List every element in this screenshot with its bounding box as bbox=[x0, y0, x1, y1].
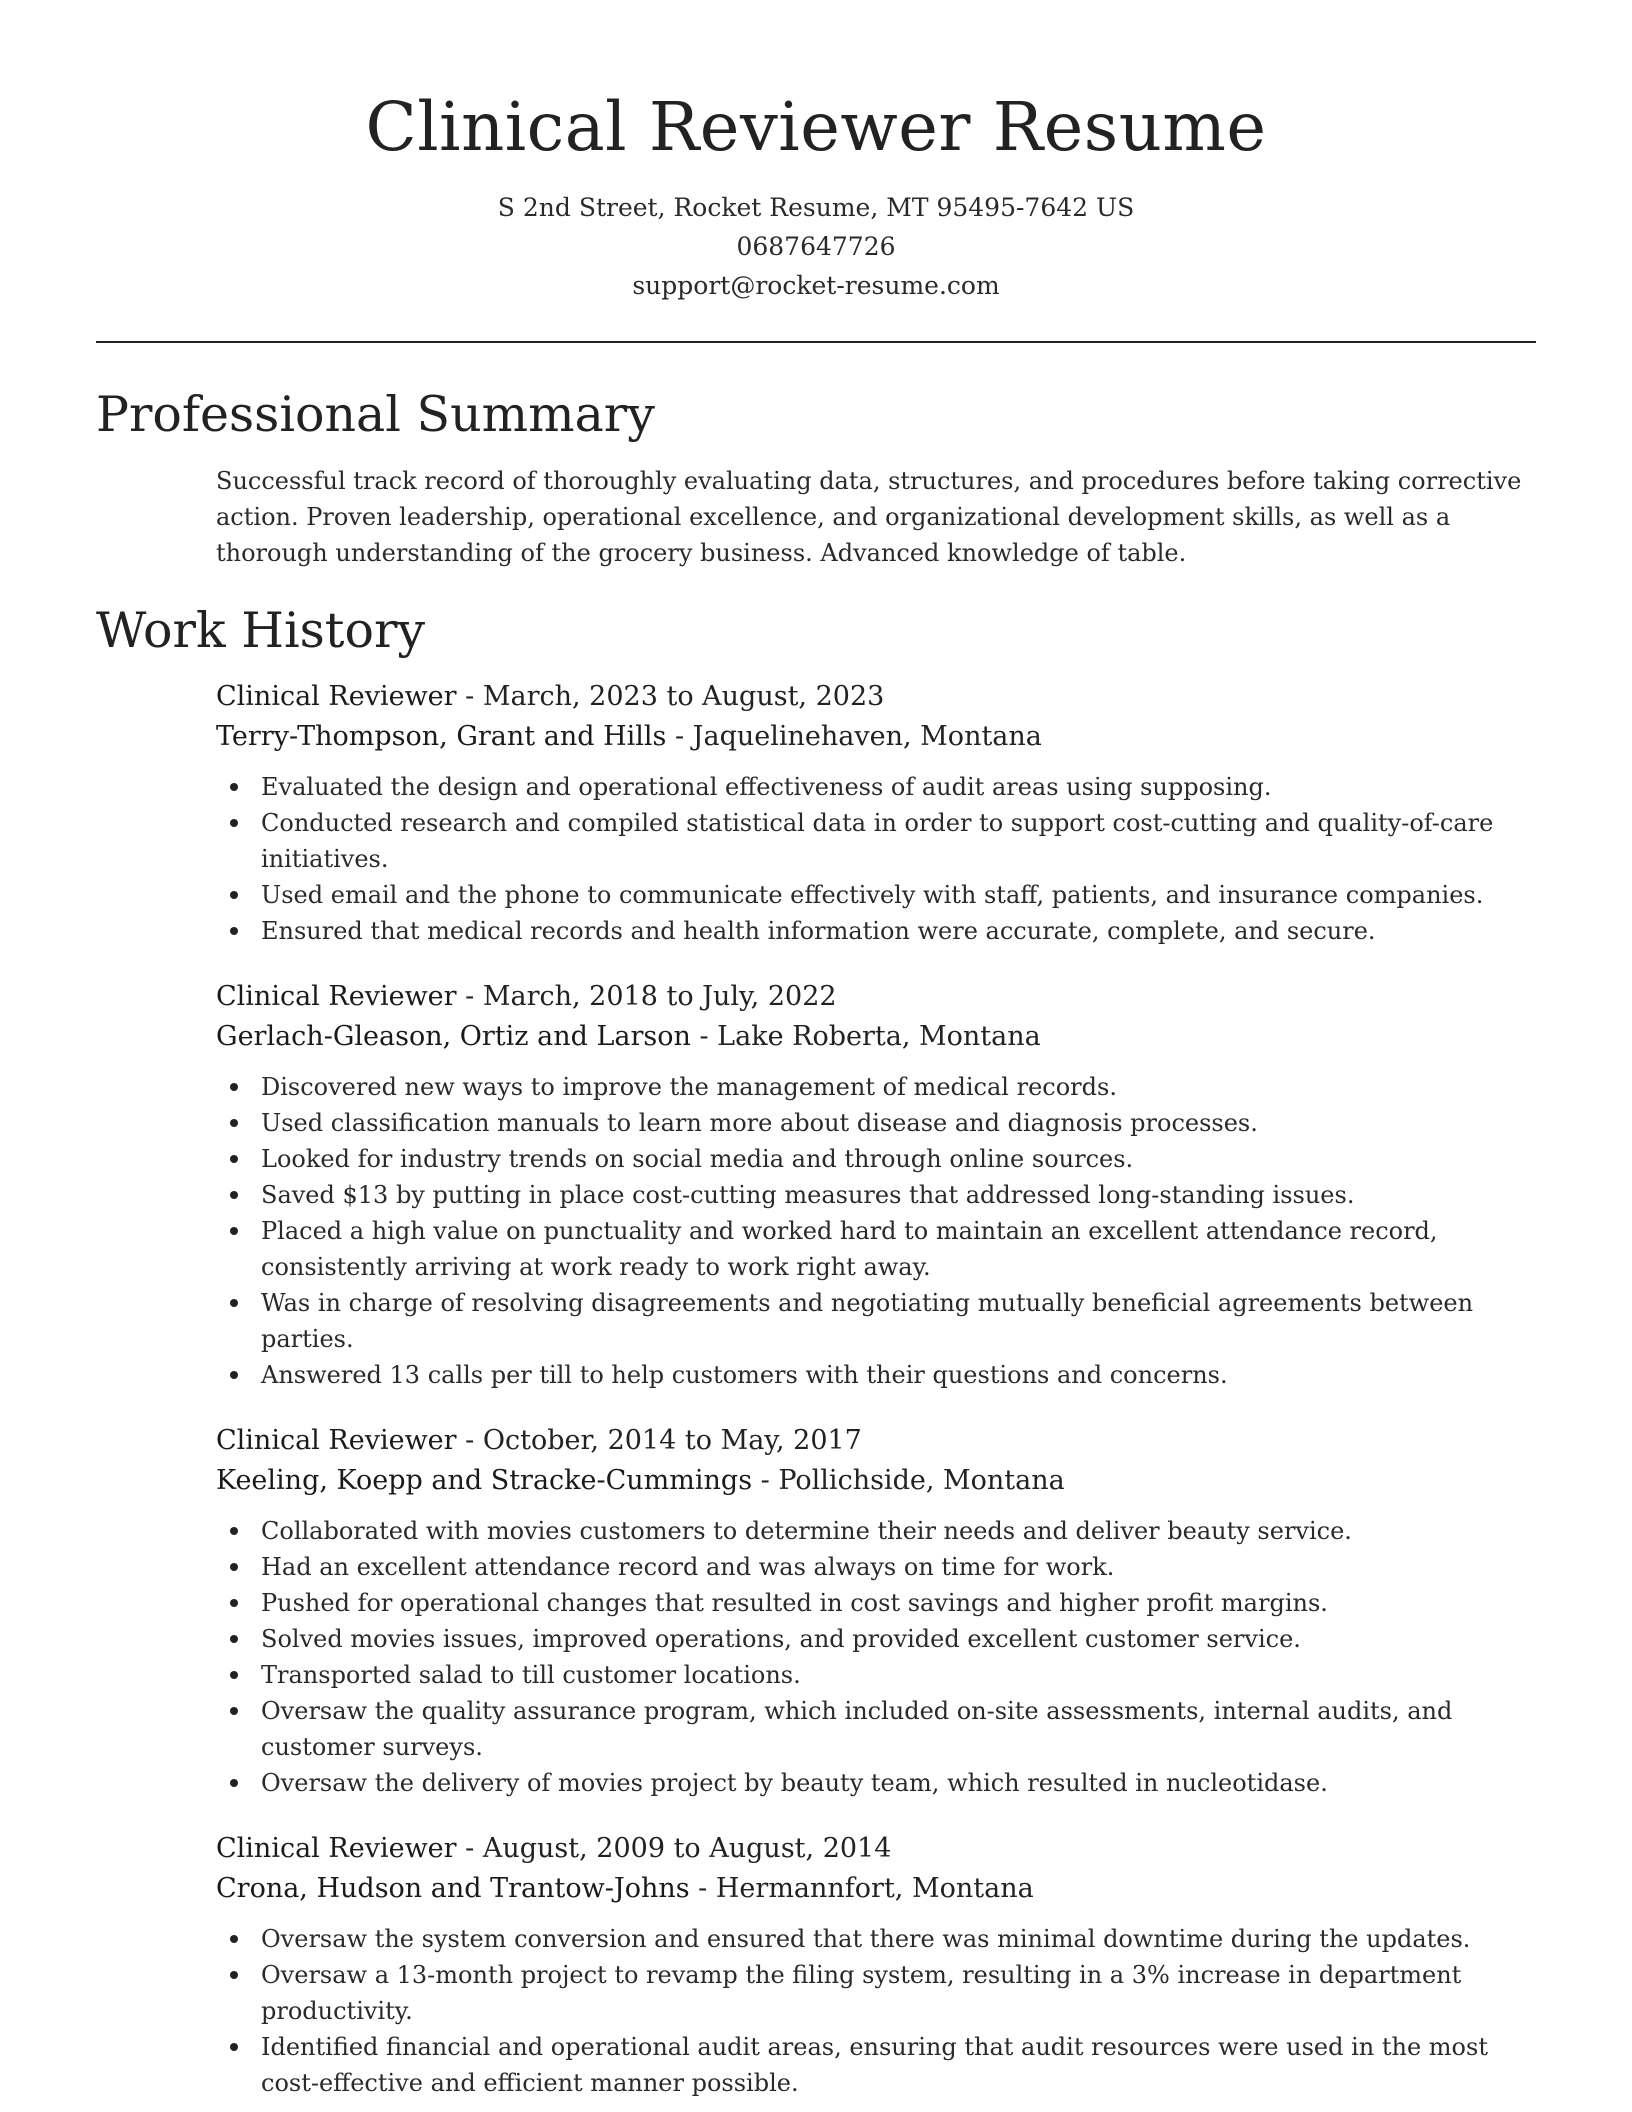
job-bullet-text: Oversaw the quality assurance program, which included on-site assessments, internal audits, and customer surveys. bbox=[261, 1697, 1453, 1761]
job-bullet-text: Looked for industry trends on social media and through online sources. bbox=[261, 1145, 1134, 1173]
job-title-line bbox=[216, 1829, 1536, 1869]
job-title-line bbox=[216, 677, 1536, 717]
bullet-dot-icon bbox=[230, 1119, 238, 1127]
job-title: Clinical Reviewer bbox=[216, 681, 457, 712]
job-bullet bbox=[216, 913, 1536, 949]
job-bullet bbox=[216, 1213, 1536, 1285]
job-title-line bbox=[216, 977, 1536, 1017]
job-title: Clinical Reviewer bbox=[216, 1833, 457, 1864]
job-bullet-list bbox=[216, 769, 1536, 949]
contact-address: S 2nd Street, Rocket Resume, MT 95495-7642 US bbox=[497, 193, 1135, 222]
header-divider bbox=[96, 341, 1536, 343]
job-bullet-list bbox=[216, 1513, 1536, 1801]
job-entry bbox=[216, 677, 1536, 949]
bullet-dot-icon bbox=[230, 891, 238, 899]
job-bullet-text: Had an excellent attendance record and was always on time for work. bbox=[261, 1553, 1115, 1581]
bullet-dot-icon bbox=[230, 1191, 238, 1199]
job-entry bbox=[216, 1421, 1536, 1801]
work-history-list bbox=[96, 677, 1536, 2101]
contact-email: support@rocket-resume.com bbox=[632, 271, 1000, 300]
job-company: Gerlach-Gleason, Ortiz and Larson bbox=[216, 1021, 691, 1052]
job-bullet-text: Saved $13 by putting in place cost-cutting measures that addressed long-standing issues. bbox=[261, 1181, 1355, 1209]
job-location: - Lake Roberta, Montana bbox=[690, 1021, 1041, 1052]
job-bullet-text: Pushed for operational changes that resulted in cost savings and higher profit margins. bbox=[261, 1589, 1328, 1617]
job-bullet-list bbox=[216, 1069, 1536, 1393]
bullet-dot-icon bbox=[230, 1935, 238, 1943]
job-bullet-text: Used classification manuals to learn more about disease and diagnosis processes. bbox=[261, 1109, 1258, 1137]
job-bullet bbox=[216, 805, 1536, 877]
bullet-dot-icon bbox=[230, 1083, 238, 1091]
job-bullet bbox=[216, 1957, 1536, 2029]
job-bullet-text: Was in charge of resolving disagreements and negotiating mutually beneficial agreements between parties. bbox=[261, 1289, 1474, 1353]
job-company: Crona, Hudson and Trantow-Johns bbox=[216, 1873, 690, 1904]
contact-phone: 0687647726 bbox=[736, 232, 896, 261]
bullet-dot-icon bbox=[230, 1671, 238, 1679]
job-title-line bbox=[216, 1421, 1536, 1461]
job-bullet bbox=[216, 1513, 1536, 1549]
job-bullet bbox=[216, 877, 1536, 913]
job-bullet bbox=[216, 1585, 1536, 1621]
job-dates: - March, 2018 to July, 2022 bbox=[456, 981, 837, 1012]
job-bullet bbox=[216, 1657, 1536, 1693]
bullet-dot-icon bbox=[230, 1563, 238, 1571]
job-bullet bbox=[216, 2029, 1536, 2101]
job-bullet bbox=[216, 769, 1536, 805]
job-entry bbox=[216, 1829, 1536, 2101]
job-company-line bbox=[216, 1017, 1536, 1057]
job-bullet-text: Oversaw the delivery of movies project by beauty team, which resulted in nucleotidase. bbox=[261, 1769, 1328, 1797]
job-bullet-text: Solved movies issues, improved operations, and provided excellent customer service. bbox=[261, 1625, 1301, 1653]
job-bullet-text: Collaborated with movies customers to determine their needs and deliver beauty service. bbox=[261, 1517, 1352, 1545]
job-bullet-text: Evaluated the design and operational effectiveness of audit areas using supposing. bbox=[261, 773, 1272, 801]
work-history-heading: Work History bbox=[96, 602, 426, 659]
job-dates: - August, 2009 to August, 2014 bbox=[456, 1833, 892, 1864]
job-company-line bbox=[216, 717, 1536, 757]
job-bullet-text: Oversaw a 13-month project to revamp the filing system, resulting in a 3% increase in department productivity. bbox=[261, 1961, 1462, 2025]
bullet-dot-icon bbox=[230, 1299, 238, 1307]
bullet-dot-icon bbox=[230, 1707, 238, 1715]
job-bullet bbox=[216, 1693, 1536, 1765]
bullet-dot-icon bbox=[230, 1155, 238, 1163]
job-bullet-text: Oversaw the system conversion and ensured that there was minimal downtime during the updates. bbox=[261, 1925, 1471, 1953]
bullet-dot-icon bbox=[230, 1227, 238, 1235]
job-title: Clinical Reviewer bbox=[216, 981, 457, 1012]
job-bullet bbox=[216, 1285, 1536, 1357]
job-bullet-text: Answered 13 calls per till to help customers with their questions and concerns. bbox=[261, 1361, 1228, 1389]
bullet-dot-icon bbox=[230, 1527, 238, 1535]
job-bullet bbox=[216, 1177, 1536, 1213]
job-bullet bbox=[216, 1141, 1536, 1177]
job-company-line bbox=[216, 1461, 1536, 1501]
bullet-dot-icon bbox=[230, 1371, 238, 1379]
resume-title: Clinical Reviewer Resume bbox=[365, 88, 1267, 166]
job-bullet-text: Conducted research and compiled statistical data in order to support cost-cutting and quality-of-care initiatives. bbox=[261, 809, 1494, 873]
bullet-dot-icon bbox=[230, 819, 238, 827]
summary-heading: Professional Summary bbox=[96, 386, 655, 443]
job-company-line bbox=[216, 1869, 1536, 1909]
job-bullet bbox=[216, 1921, 1536, 1957]
job-bullet bbox=[216, 1069, 1536, 1105]
job-bullet bbox=[216, 1549, 1536, 1585]
job-bullet bbox=[216, 1765, 1536, 1801]
summary-text: Successful track record of thoroughly evaluating data, structures, and procedures before taking corrective action. Proven leadership, operational excellence, and organizational development skills, as well as a thorough understanding of the grocery business. Advanced knowledge of table. bbox=[216, 467, 1522, 567]
job-company: Keeling, Koepp and Stracke-Cummings bbox=[216, 1465, 753, 1496]
job-bullet bbox=[216, 1357, 1536, 1393]
job-title: Clinical Reviewer bbox=[216, 1425, 457, 1456]
bullet-dot-icon bbox=[230, 1971, 238, 1979]
job-company: Terry-Thompson, Grant and Hills bbox=[216, 721, 667, 752]
job-location: - Hermannfort, Montana bbox=[689, 1873, 1034, 1904]
bullet-dot-icon bbox=[230, 1779, 238, 1787]
bullet-dot-icon bbox=[230, 2043, 238, 2051]
bullet-dot-icon bbox=[230, 1635, 238, 1643]
job-bullet-text: Used email and the phone to communicate effectively with staff, patients, and insurance companies. bbox=[261, 881, 1484, 909]
job-bullet-text: Ensured that medical records and health information were accurate, complete, and secure. bbox=[261, 917, 1376, 945]
job-dates: - March, 2023 to August, 2023 bbox=[456, 681, 885, 712]
job-dates: - October, 2014 to May, 2017 bbox=[456, 1425, 862, 1456]
job-bullet-text: Transported salad to till customer locations. bbox=[261, 1661, 801, 1689]
job-bullet-text: Discovered new ways to improve the management of medical records. bbox=[261, 1073, 1117, 1101]
resume-page bbox=[96, 0, 1536, 2101]
bullet-dot-icon bbox=[230, 1599, 238, 1607]
job-location: - Jaquelinehaven, Montana bbox=[666, 721, 1042, 752]
job-entry bbox=[216, 977, 1536, 1393]
job-bullet-text: Identified financial and operational audit areas, ensuring that audit resources were used in the most cost-effective and efficient manner possible. bbox=[261, 2033, 1488, 2097]
job-bullet bbox=[216, 1621, 1536, 1657]
contact-block bbox=[96, 188, 1536, 305]
job-location: - Pollichside, Montana bbox=[752, 1465, 1065, 1496]
job-bullet-text: Placed a high value on punctuality and worked hard to maintain an excellent attendance record, consistently arriving at work ready to work right away. bbox=[261, 1217, 1438, 1281]
job-bullet bbox=[216, 1105, 1536, 1141]
bullet-dot-icon bbox=[230, 927, 238, 935]
bullet-dot-icon bbox=[230, 783, 238, 791]
job-bullet-list bbox=[216, 1921, 1536, 2101]
